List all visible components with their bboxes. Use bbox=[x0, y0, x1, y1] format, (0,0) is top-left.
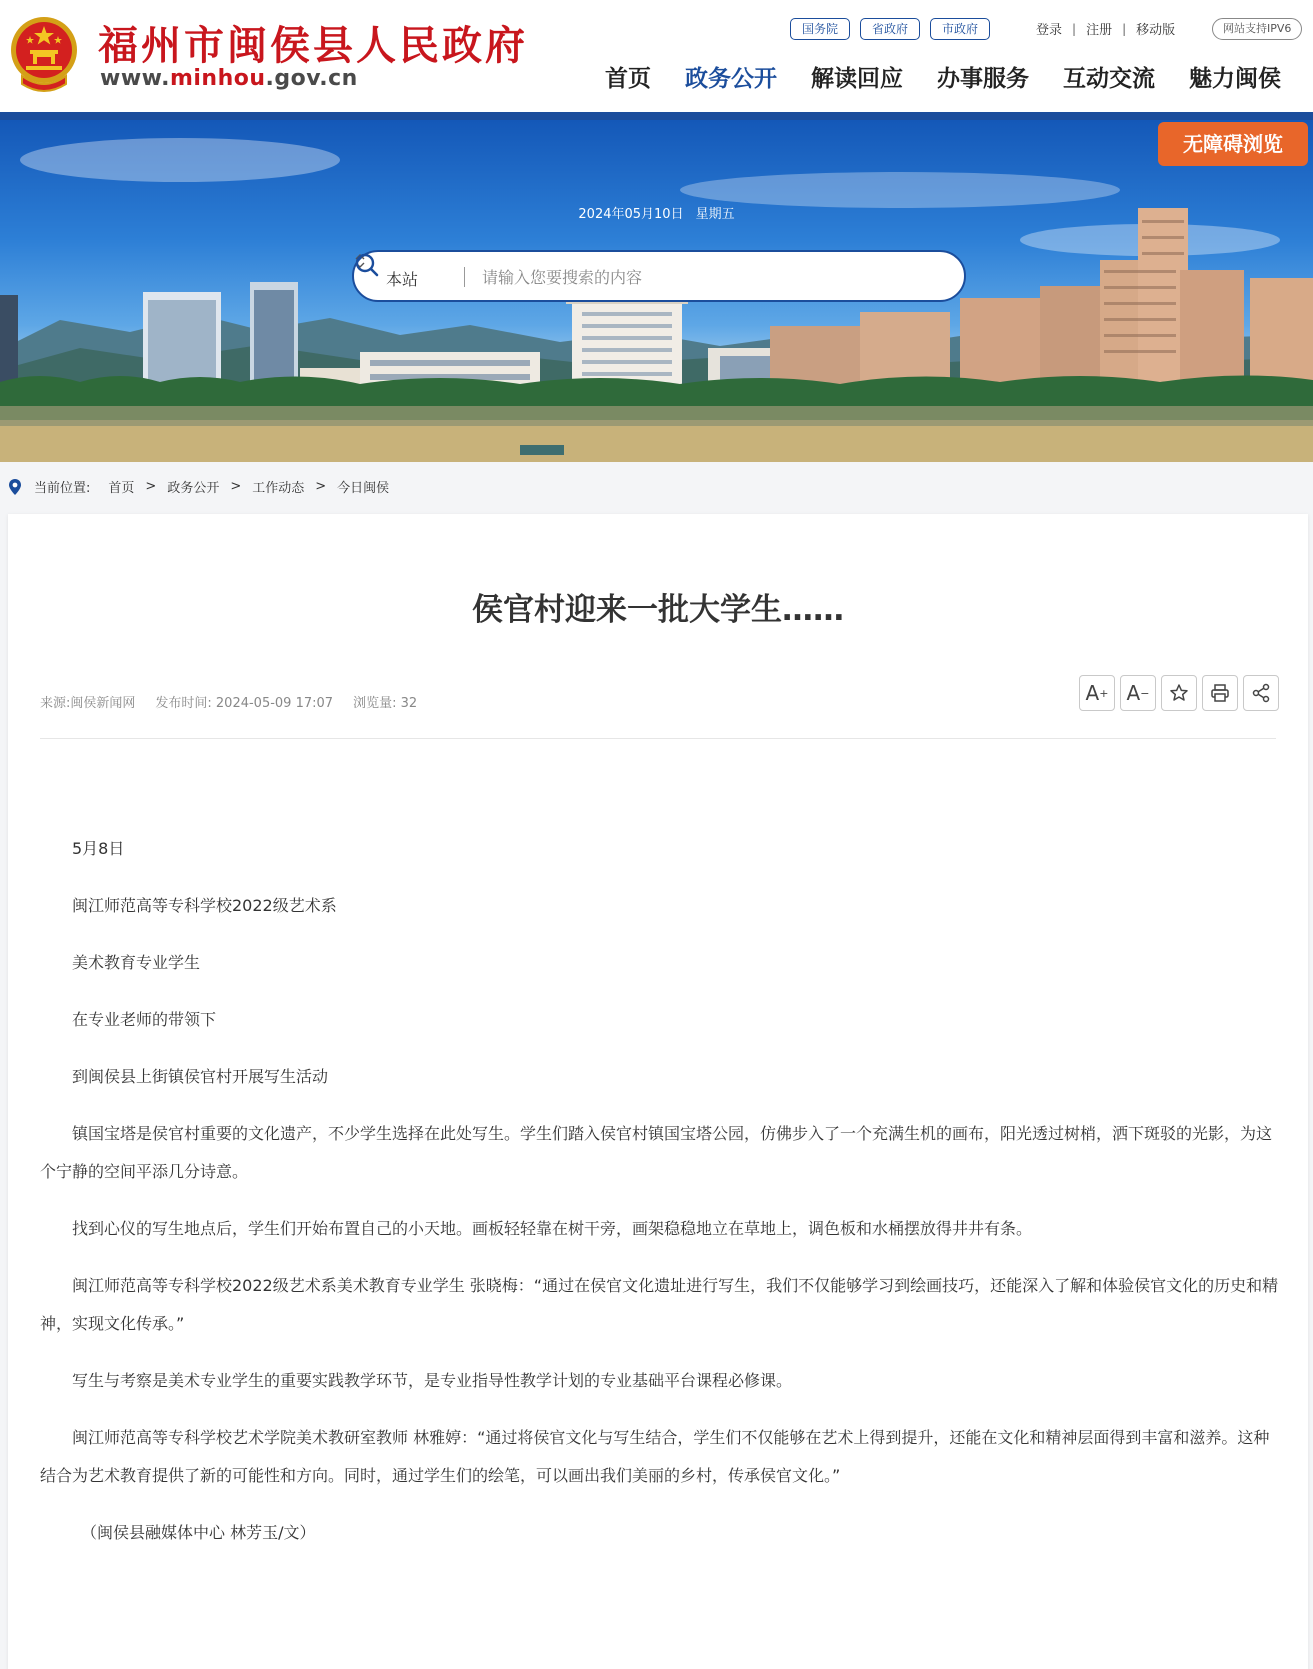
article-title: 侯官村迎来一批大学生…… bbox=[472, 592, 844, 628]
article-card bbox=[8, 514, 1308, 1669]
link-divider: | bbox=[1122, 21, 1127, 36]
font-increase-icon: A bbox=[1085, 681, 1100, 705]
article-body bbox=[40, 830, 1280, 1571]
nav-services[interactable]: 办事服务 bbox=[937, 66, 1029, 92]
site-url-highlight: minhou bbox=[169, 66, 266, 91]
plus-sign: + bbox=[1099, 686, 1109, 700]
meta-divider bbox=[40, 738, 1276, 739]
date-text: 2024年05月10日 bbox=[578, 207, 684, 222]
breadcrumb-work-news[interactable]: 工作动态 bbox=[252, 481, 305, 496]
article-paragraph: 到闽侯县上街镇侯官村开展写生活动 bbox=[72, 1067, 329, 1086]
article-paragraph: 找到心仪的写生地点后，学生们开始布置自己的小天地。画板轻轻靠在树干旁，画架稳稳地立在草地上，调色板和水桶摆放得井井有条。 bbox=[72, 1219, 1033, 1238]
share-button[interactable] bbox=[1243, 675, 1279, 711]
header-divider-bar bbox=[0, 112, 1313, 120]
article-views: 浏览量: 32 bbox=[353, 696, 418, 711]
article-signature: （闽侯县融媒体中心 林芳玉/文） bbox=[81, 1523, 316, 1542]
article-paragraph: 闽江师范高等专科学校艺术学院美术教研室教师 林雅婷：“通过将侯官文化与写生结合，学生们不仅能够在艺术上得到提升，还能在文化和精神层面得到丰富和滋养。这种结合为艺术教育提供了新的可能性和方向。同时，通过学生们的绘笔，可以画出我们美丽的乡村，传承侯官文化。” bbox=[40, 1428, 1270, 1485]
hero-banner bbox=[0, 120, 1313, 462]
search-divider bbox=[464, 267, 465, 287]
site-name[interactable]: 福州市闽侯县人民政府 bbox=[98, 22, 528, 69]
site-header bbox=[0, 0, 1313, 112]
site-url-prefix: www. bbox=[100, 66, 170, 91]
nav-government-affairs[interactable]: 政务公开 bbox=[685, 66, 777, 92]
weekday-text: 星期五 bbox=[695, 207, 735, 222]
main-nav bbox=[605, 60, 1281, 93]
current-date bbox=[0, 203, 1313, 222]
national-emblem-icon[interactable] bbox=[8, 14, 80, 94]
article-paragraph: 美术教育专业学生 bbox=[72, 953, 201, 972]
gov-link-province[interactable]: 省政府 bbox=[860, 18, 920, 40]
location-pin-icon bbox=[8, 478, 22, 496]
article-publish-time: 发布时间: 2024-05-09 17:07 bbox=[155, 696, 334, 711]
breadcrumb-government-affairs[interactable]: 政务公开 bbox=[167, 481, 220, 496]
link-divider: | bbox=[1072, 21, 1077, 36]
font-decrease-button[interactable] bbox=[1120, 675, 1156, 711]
site-url-suffix: .gov.cn bbox=[265, 66, 358, 91]
article-paragraph: 5月8日 bbox=[72, 839, 125, 858]
article-paragraph: 镇国宝塔是侯官村重要的文化遗产，不少学生选择在此处写生。学生们踏入侯官村镇国宝塔公园，仿佛步入了一个充满生机的画布，阳光透过树梢，洒下斑驳的光影，为这个宁静的空间平添几分诗意。 bbox=[40, 1124, 1273, 1181]
nav-interpretation[interactable]: 解读回应 bbox=[811, 66, 903, 92]
search-input[interactable] bbox=[482, 264, 882, 290]
minus-sign: − bbox=[1140, 686, 1150, 700]
article-paragraph: 写生与考察是美术专业学生的重要实践教学环节，是专业指导性教学计划的专业基础平台课程必修课。 bbox=[72, 1371, 793, 1390]
gov-links bbox=[790, 18, 990, 40]
nav-home[interactable]: 首页 bbox=[605, 66, 651, 92]
breadcrumb-label: 当前位置: bbox=[34, 481, 91, 496]
nav-interaction[interactable]: 互动交流 bbox=[1063, 66, 1155, 92]
print-button[interactable] bbox=[1202, 675, 1238, 711]
breadcrumb-today-minhou[interactable]: 今日闽侯 bbox=[337, 481, 390, 496]
login-link[interactable]: 登录 bbox=[1036, 23, 1063, 38]
register-link[interactable]: 注册 bbox=[1086, 23, 1113, 38]
search-scope-select[interactable]: 本站 bbox=[386, 270, 419, 289]
breadcrumb-home[interactable]: 首页 bbox=[108, 481, 135, 496]
mobile-version-link[interactable]: 移动版 bbox=[1136, 23, 1176, 38]
article-tools bbox=[1079, 675, 1279, 711]
accessibility-button[interactable]: 无障碍浏览 bbox=[1158, 122, 1308, 166]
article-meta bbox=[40, 692, 437, 711]
article-paragraph: 闽江师范高等专科学校2022级艺术系美术教育专业学生 张晓梅：“通过在侯官文化遗址进行写生，我们不仅能够学习到绘画技巧，还能深入了解和体验侯官文化的历史和精神，实现文化传承。” bbox=[40, 1276, 1279, 1333]
article-paragraph: 闽江师范高等专科学校2022级艺术系 bbox=[72, 896, 337, 915]
search-icon[interactable] bbox=[354, 252, 380, 278]
search-bar bbox=[352, 250, 966, 302]
breadcrumb-separator: > bbox=[145, 479, 157, 494]
breadcrumb bbox=[8, 477, 389, 496]
font-increase-button[interactable] bbox=[1079, 675, 1115, 711]
ipv6-badge: 网站支持IPV6 bbox=[1212, 18, 1302, 40]
user-links bbox=[1036, 19, 1175, 38]
breadcrumb-separator: > bbox=[230, 479, 242, 494]
printer-icon bbox=[1210, 683, 1230, 703]
gov-link-state-council[interactable]: 国务院 bbox=[790, 18, 850, 40]
nav-charm-minhou[interactable]: 魅力闽侯 bbox=[1189, 66, 1281, 92]
site-url bbox=[100, 66, 358, 91]
gov-link-city[interactable]: 市政府 bbox=[930, 18, 990, 40]
article-paragraph: 在专业老师的带领下 bbox=[72, 1010, 217, 1029]
star-icon bbox=[1169, 683, 1189, 703]
font-decrease-icon: A bbox=[1126, 681, 1141, 705]
article-source: 来源:闽侯新闻网 bbox=[40, 696, 136, 711]
favorite-button[interactable] bbox=[1161, 675, 1197, 711]
share-icon bbox=[1251, 683, 1271, 703]
breadcrumb-separator: > bbox=[315, 479, 327, 494]
